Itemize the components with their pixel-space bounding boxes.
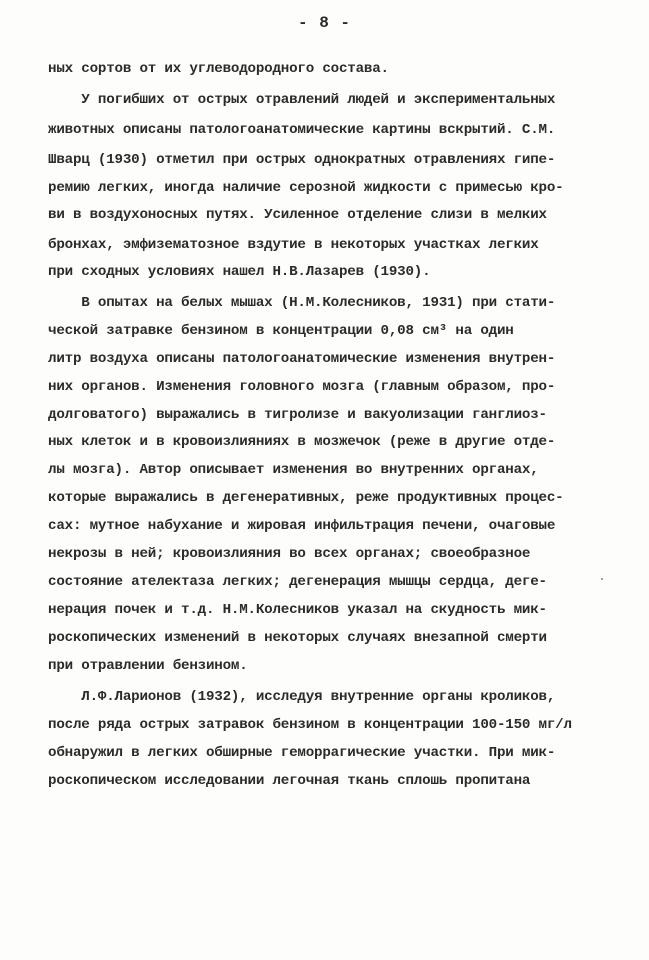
text-line: сах: мутное набухание и жировая инфильтрация печени, очаговые bbox=[48, 518, 556, 534]
text-line: У погибших от острых отравлений людей и экспериментальных bbox=[48, 92, 556, 108]
text-line: после ряда острых затравок бензином в концентрации 100-150 мг/л bbox=[48, 717, 572, 733]
text-line: роскопическом исследовании легочная ткань сплошь пропитана bbox=[48, 773, 531, 789]
text-line: ви в воздухоносных путях. Усиленное отделение слизи в мелких bbox=[48, 207, 547, 223]
text-line: роскопических изменений в некоторых случаях внезапной смерти bbox=[48, 630, 547, 646]
scan-speck bbox=[601, 578, 603, 580]
text-line: ремию легких, иногда наличие серозной жидкости с примесью кро- bbox=[48, 180, 564, 196]
text-line: животных описаны патологоанатомические картины вскрытий. С.М. bbox=[48, 122, 556, 138]
text-line: некрозы в ней; кровоизлияния во всех органах; своеобразное bbox=[48, 546, 531, 562]
text-line: бронхах, эмфизематозное вздутие в некоторых участках легких bbox=[48, 237, 539, 253]
text-line: состояние ателектаза легких; дегенерация мышцы сердца, деге- bbox=[48, 574, 547, 590]
text-line: нерация почек и т.д. Н.М.Колесников указал на скудность мик- bbox=[48, 602, 547, 618]
text-line: лы мозга). Автор описывает изменения во внутренних органах, bbox=[48, 462, 539, 478]
text-line: них органов. Изменения головного мозга (главным образом, про- bbox=[48, 379, 556, 395]
text-line: которые выражались в дегенеративных, реже продуктивных процес- bbox=[48, 490, 564, 506]
text-line: ных сортов от их углеводородного состава. bbox=[48, 61, 389, 77]
text-line: ных клеток и в кровоизлияниях в мозжечок (реже в другие отде- bbox=[48, 434, 556, 450]
text-line: ческой затравке бензином в концентрации 0,08 см³ на один bbox=[48, 323, 514, 339]
text-line: при отравлении бензином. bbox=[48, 658, 248, 674]
text-line: долговатого) выражались в тигролизе и вакуолизации ганглиоз- bbox=[48, 407, 547, 423]
text-line: Л.Ф.Ларионов (1932), исследуя внутренние органы кроликов, bbox=[48, 689, 556, 705]
page-number: - 8 - bbox=[297, 14, 351, 32]
text-line: Шварц (1930) отметил при острых однократных отравлениях гипе- bbox=[48, 152, 556, 168]
text-line: обнаружил в легких обширные геморрагические участки. При мик- bbox=[48, 745, 556, 761]
text-line: при сходных условиях нашел Н.В.Лазарев (1930). bbox=[48, 264, 431, 280]
text-line: В опытах на белых мышах (Н.М.Колесников, 1931) при стати- bbox=[48, 295, 556, 311]
text-line: литр воздуха описаны патологоанатомические изменения внутрен- bbox=[48, 351, 556, 367]
